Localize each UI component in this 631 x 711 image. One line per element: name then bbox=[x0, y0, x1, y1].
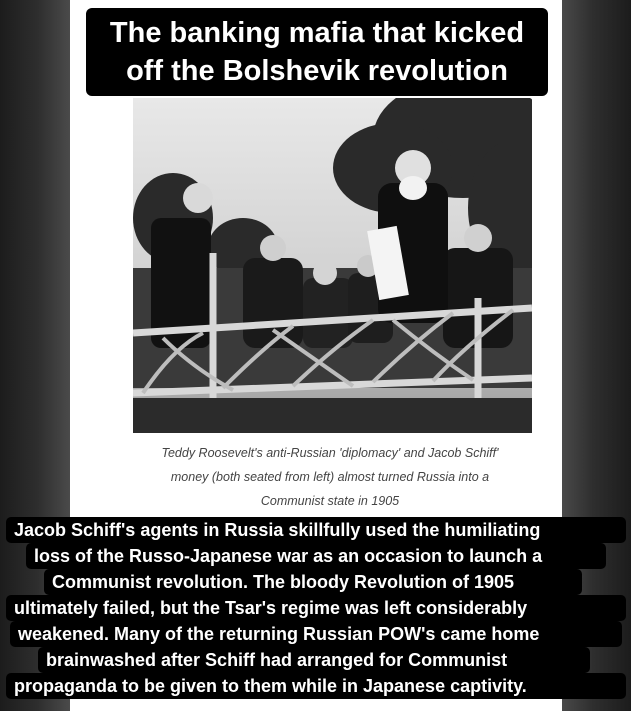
caption-line-2: money (both seated from left) almost turned Russia into a bbox=[170, 470, 490, 484]
photo-illustration bbox=[133, 98, 532, 433]
body-line-1: Jacob Schiff's agents in Russia skillfully used the humiliating bbox=[6, 517, 626, 543]
body-line-3: Communist revolution. The bloody Revolution of 1905 bbox=[44, 569, 582, 595]
body-line-4: ultimately failed, but the Tsar's regime was left considerably bbox=[6, 595, 626, 621]
body-line-6: brainwashed after Schiff had arranged for Communist bbox=[38, 647, 590, 673]
body-line-5: weakened. Many of the returning Russian POW's came home bbox=[10, 621, 622, 647]
caption-line-3: Communist state in 1905 bbox=[260, 494, 400, 508]
title-line-2: off the Bolshevik revolution bbox=[126, 55, 508, 87]
title-line-1: The banking mafia that kicked bbox=[109, 17, 525, 49]
body-line-7: propaganda to be given to them while in Japanese captivity. bbox=[6, 673, 626, 699]
caption-line-1: Teddy Roosevelt's anti-Russian 'diplomacy' and Jacob Schiff' bbox=[161, 446, 499, 460]
title-banner bbox=[86, 8, 548, 96]
historical-photo bbox=[133, 98, 532, 433]
body-line-2: loss of the Russo-Japanese war as an occasion to launch a bbox=[26, 543, 606, 569]
